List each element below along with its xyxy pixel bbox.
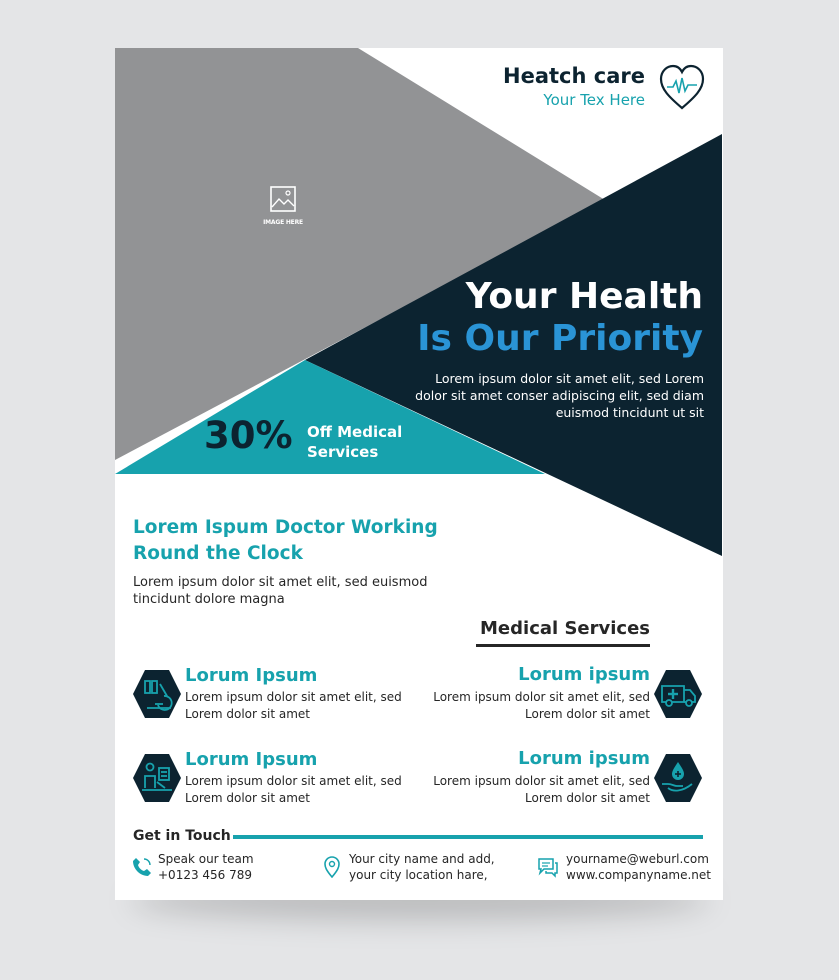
service-title: Lorum ipsum (518, 748, 650, 769)
flyer (115, 48, 723, 900)
get-in-touch-rule (233, 835, 703, 839)
discount-amount: 30% (204, 414, 293, 457)
medical-services-underline (476, 644, 650, 647)
image-icon (269, 185, 297, 213)
service-desc-line1: Lorem ipsum dolor sit amet elit, sed (185, 774, 402, 788)
chat-email-icon (537, 856, 559, 878)
location-pin-icon (321, 856, 343, 878)
medical-services-heading: Medical Services (480, 618, 650, 639)
hero-title-line1: Your Health (465, 276, 703, 317)
service-title: Lorum Ipsum (185, 665, 318, 686)
address-line1: Your city name and add, (349, 852, 495, 866)
doctor-patient-icon (131, 752, 183, 804)
service-desc-line1: Lorem ipsum dolor sit amet elit, sed (185, 690, 402, 704)
hero-body: Lorem ipsum dolor sit amet elit, sed Lorem dolor sit amet conser adipiscing elit, sed diam euismod tincidunt ut sit (415, 371, 704, 420)
phone-icon (131, 856, 153, 878)
brand-subtitle: Your Tex Here (543, 91, 645, 109)
ambulance-icon (652, 668, 704, 720)
phone-label: Speak our team (158, 852, 254, 866)
phone-number: +0123 456 789 (158, 868, 253, 882)
image-placeholder (263, 185, 303, 226)
get-in-touch-heading: Get in Touch (133, 828, 231, 844)
brand-title: Heatch care (503, 64, 645, 88)
service-title: Lorum ipsum (518, 664, 650, 685)
doctor-title: Lorem Ispum Doctor Working Round the Clock (133, 517, 438, 564)
service-desc-line2: Lorem dolor sit amet (185, 791, 310, 805)
service-desc-line2: Lorem dolor sit amet (525, 791, 650, 805)
service-desc-line2: Lorem dolor sit amet (525, 707, 650, 721)
lab-microscope-icon (131, 668, 183, 720)
blood-donation-hand-icon (652, 752, 704, 804)
service-title: Lorum Ipsum (185, 749, 318, 770)
website-url: www.companyname.net (566, 868, 712, 882)
service-desc-line1: Lorem ipsum dolor sit amet elit, sed (433, 690, 650, 704)
image-placeholder-label: IMAGE HERE (263, 219, 303, 226)
hero-title-line2: Is Our Priority (417, 318, 703, 359)
service-desc-line2: Lorem dolor sit amet (185, 707, 310, 721)
heart-pulse-icon (659, 64, 705, 112)
doctor-body: Lorem ipsum dolor sit amet elit, sed euismod tincidunt dolore magna (133, 575, 428, 607)
address-line2: your city location hare, (349, 868, 488, 882)
service-desc-line1: Lorem ipsum dolor sit amet elit, sed (433, 774, 650, 788)
discount-text: Off Medical Services (307, 423, 403, 461)
email-address: yourname@weburl.com (566, 852, 709, 866)
